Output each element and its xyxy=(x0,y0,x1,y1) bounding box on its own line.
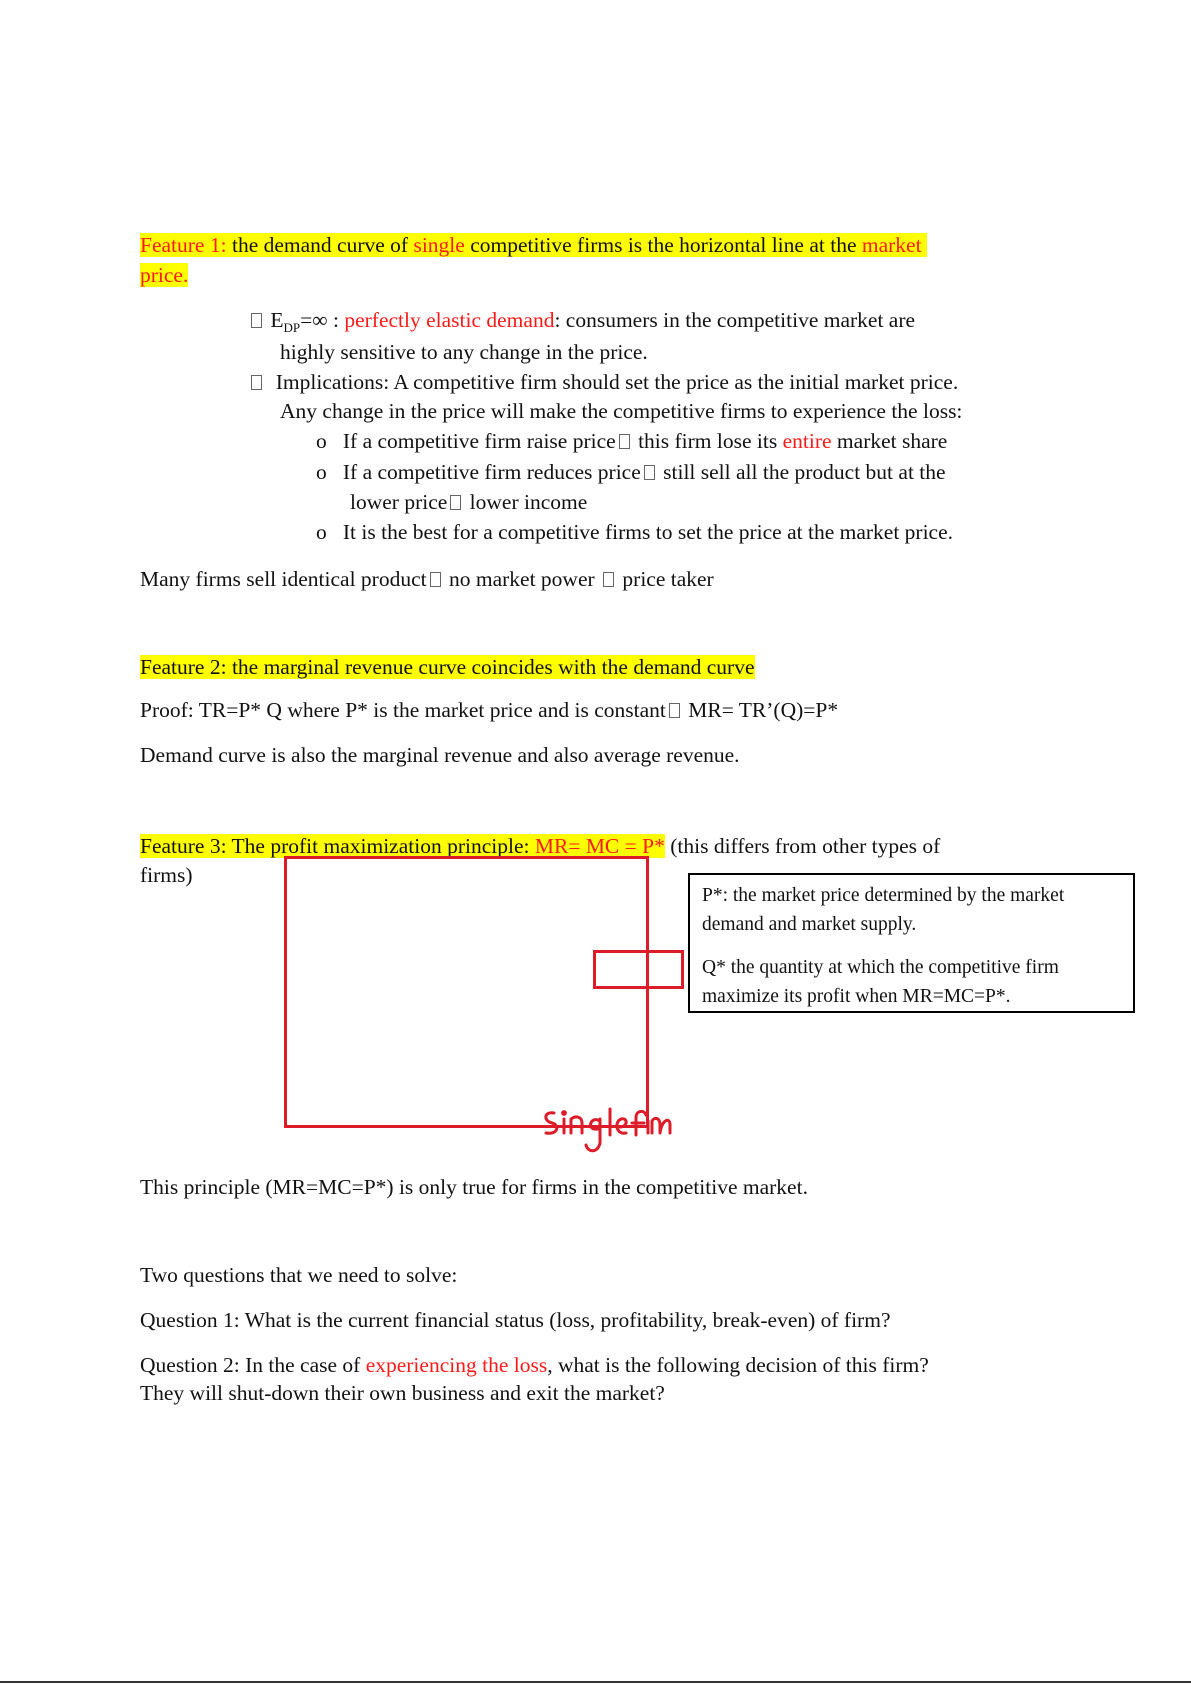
bullet-implications-cont: Any change in the price will make the competitive firms to experience the loss: xyxy=(280,399,963,423)
many-firms-line: Many firms sell identical product no market power price taker xyxy=(140,567,714,591)
annotation-rectangle-small xyxy=(593,950,684,989)
subitem-raise-price: o If a competitive firm raise price this firm lose its entire market share xyxy=(316,429,948,453)
feature1-heading: Feature 1: the demand curve of single competitive firms is the horizontal line at the market xyxy=(140,231,927,259)
bullet-implications: Implications: A competitive firm should set the price as the initial market price. xyxy=(248,368,958,396)
arrow-box-icon xyxy=(450,495,461,510)
definition-callout-box xyxy=(688,873,1135,1013)
bullet-elasticity: $E_{DP}=\infty$ : perfectly elastic demand: consumers in the competitive market are xyxy=(248,306,915,342)
arrow-box-icon xyxy=(644,465,655,480)
arrow-box-icon xyxy=(430,572,441,587)
callout-p-star: P*: the market price determined by the market demand and market supply. xyxy=(702,885,1065,935)
subitem-reduce-price: o If a competitive firm reduces price still sell all the product but at the xyxy=(316,460,946,484)
arrow-box-icon xyxy=(669,703,680,718)
subitem-best-practice: o It is the best for a competitive firms to set the price at the market price. xyxy=(316,520,954,544)
subitem-reduce-price-cont: lower price lower income xyxy=(350,490,588,514)
feature2-demand-curve: Demand curve is also the marginal revenue and also average revenue. xyxy=(140,743,740,767)
bullet-box-icon xyxy=(251,375,262,390)
question-2-cont: They will shut-down their own business and exit the market? xyxy=(140,1381,665,1405)
annotation-rectangle-large xyxy=(284,856,649,1128)
handwriting-single-firm-scribble xyxy=(540,1105,675,1160)
feature3-heading-cont: firms) xyxy=(140,863,193,887)
bullet-box-icon xyxy=(251,313,262,328)
question-1: Question 1: What is the current financial status (loss, profitability, break-even) of firm? xyxy=(140,1308,891,1332)
question-2: Question 2: In the case of experiencing the loss, what is the following decision of this firm? xyxy=(140,1353,929,1377)
feature2-heading: Feature 2: the marginal revenue curve coincides with the demand curve xyxy=(140,655,755,679)
arrow-box-icon xyxy=(603,572,614,587)
principle-statement: This principle (MR=MC=P*) is only true for firms in the competitive market. xyxy=(140,1175,808,1199)
feature1-heading-cont: price. xyxy=(140,263,189,287)
bullet-elasticity-cont: highly sensitive to any change in the price. xyxy=(280,340,648,364)
feature3-heading: Feature 3: The profit maximization principle: MR= MC = P* (this differs from other types of xyxy=(140,834,941,858)
page-bottom-divider xyxy=(0,1681,1191,1683)
arrow-box-icon xyxy=(619,434,630,449)
callout-q-star: Q* the quantity at which the competitive firm maximize its profit when MR=MC=P*. xyxy=(702,957,1059,1007)
feature2-proof: Proof: TR=P* Q where P* is the market price and is constant MR= TR’(Q)=P* xyxy=(140,698,839,722)
questions-intro: Two questions that we need to solve: xyxy=(140,1263,458,1287)
